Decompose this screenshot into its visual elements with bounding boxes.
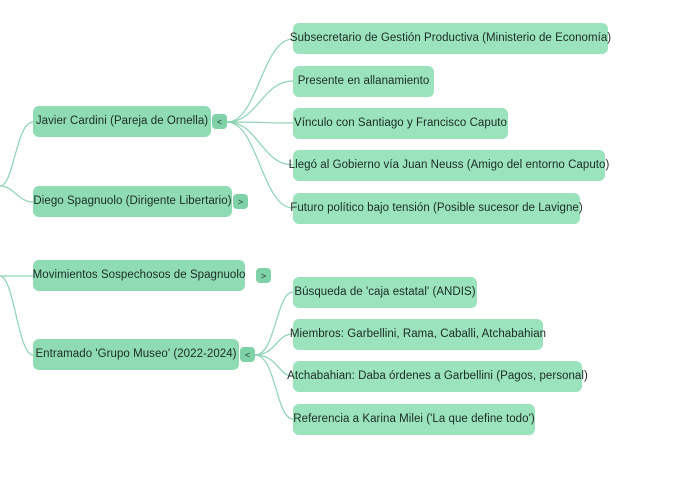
mindmap-node-miembros[interactable] [289,319,547,350]
mindmap-node-juan-neuss[interactable] [288,150,610,181]
node-label: Llegó al Gobierno vía Juan Neuss (Amigo del entorno Caputo) [288,158,610,171]
node-label: Referencia a Karina Milei ('La que define todo') [293,412,535,425]
node-label: Miembros: Garbellini, Rama, Caballi, Atchabahian [289,327,547,340]
mindmap-node-subsecretario[interactable] [289,23,612,54]
mindmap-node-caja-estatal[interactable] [293,277,477,308]
node-label: Javier Cardini (Pareja de Ornella) [35,114,209,127]
toggle-glyph: < [244,349,251,360]
toggle-javier-cardini[interactable] [212,114,227,129]
mindmap-node-allanamiento[interactable] [293,66,434,97]
mindmap-node-atchabahian-ordenes[interactable] [287,361,588,392]
node-label: Vínculo con Santiago y Francisco Caputo [294,116,507,129]
mindmap-node-karina-milei[interactable] [293,404,535,435]
node-label: Diego Spagnuolo (Dirigente Libertario) [33,194,232,207]
node-label: Entramado 'Grupo Museo' (2022-2024) [35,347,237,360]
node-label: Atchabahian: Daba órdenes a Garbellini (Pagos, personal) [287,369,588,382]
toggle-movimientos-sospechosos[interactable] [256,268,271,283]
node-label: Subsecretario de Gestión Productiva (Ministerio de Economía) [289,31,612,44]
mindmap-node-vinculo-caputo[interactable] [293,108,508,139]
mindmap-node-grupo-museo[interactable] [33,339,239,370]
toggle-glyph: > [260,270,267,281]
toggle-diego-spagnuolo[interactable] [233,194,248,209]
toggle-glyph: > [237,196,244,207]
node-label: Presente en allanamiento [297,74,430,87]
node-label: Movimientos Sospechosos de Spagnuolo [32,268,246,281]
mindmap-node-javier-cardini[interactable] [33,106,211,137]
node-label: Futuro político bajo tensión (Posible sucesor de Lavigne) [290,201,583,214]
toggle-glyph: < [216,116,223,127]
mindmap-node-movimientos-sospechosos[interactable] [33,260,245,291]
toggle-grupo-museo[interactable] [240,347,255,362]
mindmap-node-diego-spagnuolo[interactable] [33,186,232,217]
node-label: Búsqueda de 'caja estatal' (ANDIS) [294,285,476,298]
mindmap-node-futuro-politico[interactable] [290,193,583,224]
